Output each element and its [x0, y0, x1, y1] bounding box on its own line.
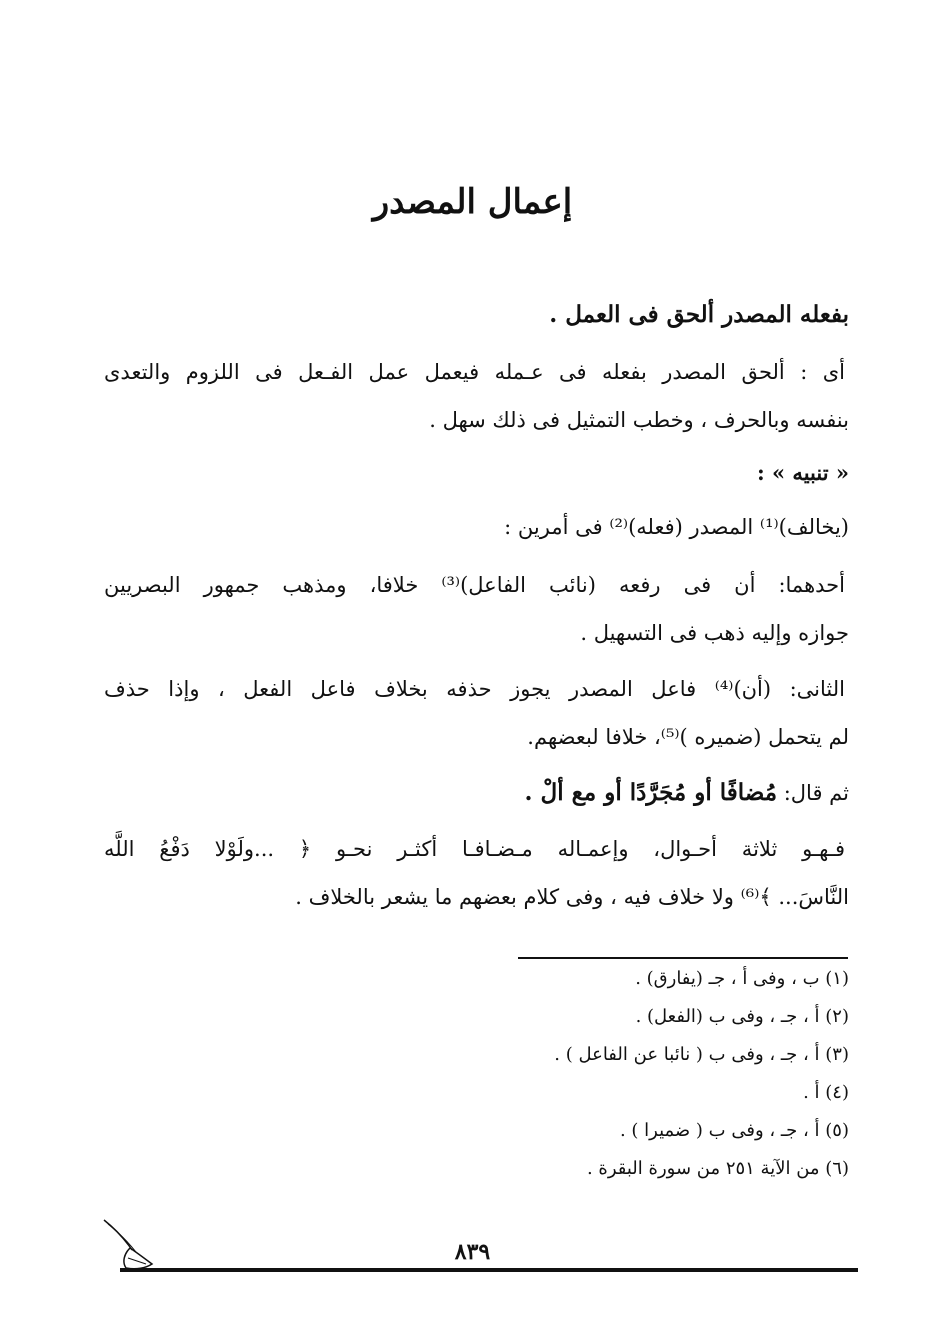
- footnote-4: (٤) أ .: [803, 1082, 849, 1103]
- third-point-line1: فـهـو ثلاثة أحـوال، وإعمـاله مـضـافـا أكثـر نحـو ﴿ ...ولَوْلا دَفْعُ اللَّه: [104, 837, 845, 861]
- bottom-rule: [120, 1268, 858, 1272]
- then-said-line: [525, 778, 849, 808]
- footnote-2: (٢) أ ، جـ ، وفى ب (الفعل) .: [635, 1006, 849, 1027]
- first-point-line1: أحدهما: أن فى رفعه (نائب الفاعل)⁽³⁾ خلافا، ومذهب جمهور البصريين: [104, 573, 845, 597]
- second-point-line2: لم يتحمل (ضميره )⁽⁵⁾، خلافا لبعضهم.: [527, 725, 849, 749]
- notice-heading: « تنبيه » :: [756, 460, 849, 485]
- third-point-line2: النَّاسَ... ﴾⁽⁶⁾ ولا خلاف فيه ، وفى كلام بعضهم ما يشعر بالخلاف .: [295, 885, 849, 909]
- then-said-verse: مُضافًا أو مُجَرَّدًا أو مع ألْ .: [524, 779, 778, 806]
- quill-hand-icon: [100, 1218, 160, 1274]
- second-point-line1: الثانى: (أن)⁽⁴⁾ فاعل المصدر يجوز حذفه بخلاف فاعل الفعل ، وإذا حذف: [104, 677, 845, 701]
- notice-line: (يخالف)⁽¹⁾ المصدر (فعله)⁽²⁾ فى أمرين :: [504, 515, 849, 539]
- first-point-line2: جوازه وإليه ذهب فى التسهيل .: [580, 621, 849, 645]
- paragraph1-line1: أى : ألحق المصدر بفعله فى عـمله فيعمل عمل الفـعل فى اللزوم والتعدى: [104, 360, 845, 384]
- footnote-5: (٥) أ ، جـ ، وفى ب ( ضميرا ) .: [619, 1120, 849, 1141]
- footnote-1: (١) ب ، وفى أ ، جـ (يفارق) .: [635, 968, 849, 989]
- verse-line: بفعله المصدر ألحق فى العمل .: [549, 301, 849, 328]
- page-number: ٨٣٩: [454, 1239, 491, 1265]
- page-title: إعمال المصدر: [372, 182, 573, 222]
- then-said-prefix: ثم قال:: [783, 781, 849, 805]
- footnote-separator: [518, 957, 848, 959]
- paragraph1-line2: بنفسه وبالحرف ، وخطب التمثيل فى ذلك سهل .: [429, 408, 849, 432]
- footnote-6: (٦) من الآية ٢٥١ من سورة البقرة .: [586, 1158, 849, 1179]
- footnote-3: (٣) أ ، جـ ، وفى ب ( نائبا عن الفاعل ) .: [554, 1044, 849, 1065]
